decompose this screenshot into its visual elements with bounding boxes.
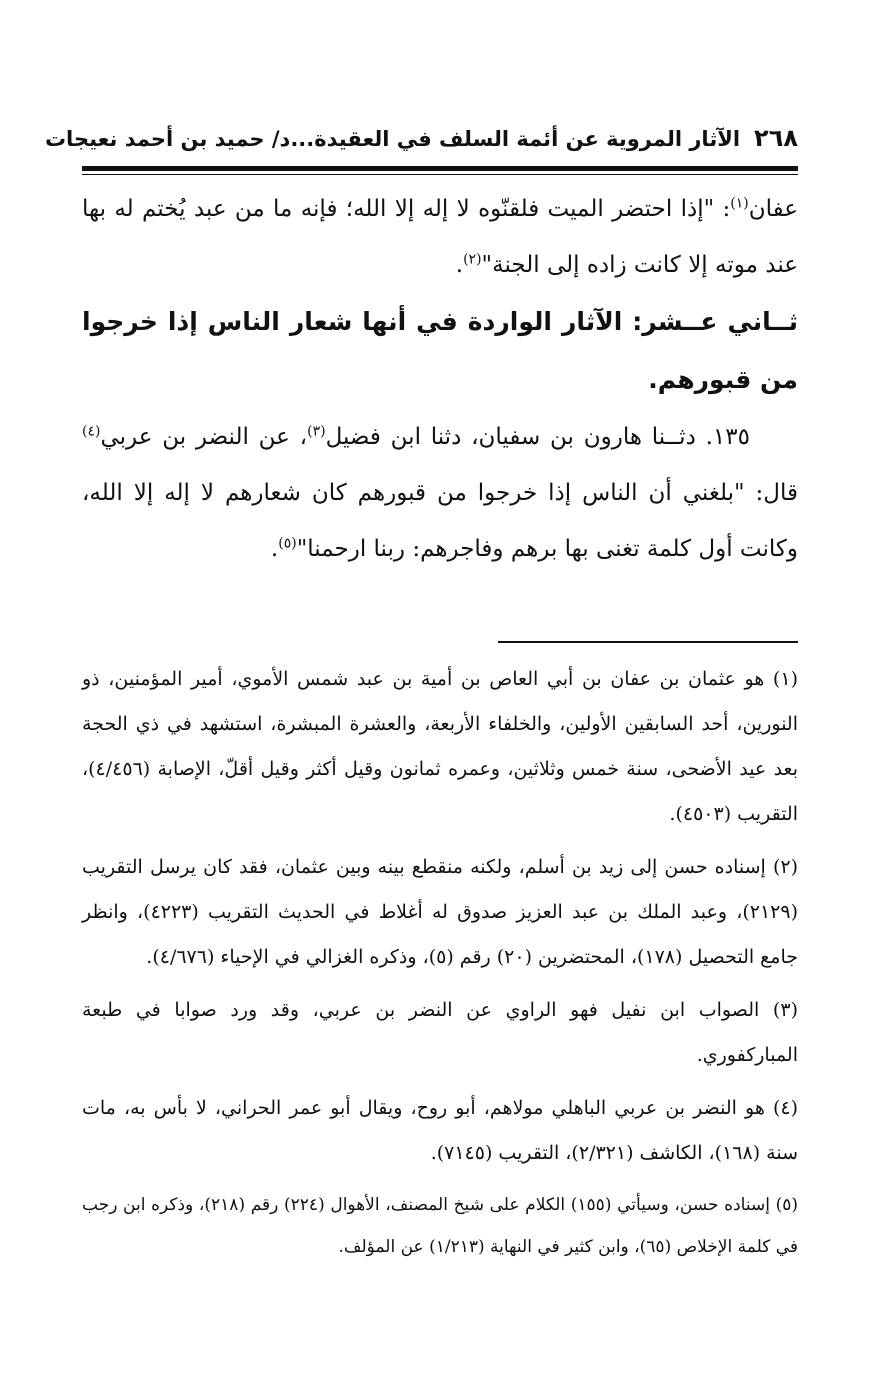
book-page — [44, 118, 798, 1276]
footnote-5: (٥) إسناده حسن، وسيأتي (١٥٥) الكلام على شيخ المصنف، الأهوال (٢٢٤) رقم (٢١٨)، وذكره ابن رجب في كلمة الإخلاص (٦٥)، وابن كثير في النهاية (١/٢١٣) عن المؤلف. — [82, 1195, 798, 1257]
footnote-ref-1[interactable]: (١) — [730, 195, 749, 212]
footnote-ref-3[interactable]: (٣) — [307, 423, 326, 440]
footnote-2: (٢) إسناده حسن إلى زيد بن أسلم، ولكنه منقطع بينه وبين عثمان، فقد كان يرسل التقريب (٢١٢٩)، وعبد الملك بن عبد العزيز صدوق له أغلاط في الحديث التقريب (٤٢٢٣)، وانظر جامع التحصيل (١٧٨)، المحتضرين (٢٠) رقم (٥)، وذكره الغزالي في الإحياء (٤/٦٧٦). — [82, 856, 798, 968]
running-title: الآثار المروية عن أئمة السلف في العقيدة...د/ حميد بن أحمد نعيجات — [44, 127, 741, 151]
section-heading: ثــاني عــشر: الآثار الواردة في أنها شعار الناس إذا خرجوا من قبورهم. — [82, 307, 798, 394]
page-number: ٢٦٨ — [754, 124, 798, 152]
footnote-ref-4[interactable]: (٤) — [82, 423, 101, 440]
paragraph-1: عفان$^{(١)}$: "إذا احتضر الميت فلقنّوه لا إله إلا الله؛ فإنه ما من عبد يُختم له بها عند موته إلا كانت زاده إلى الجنة"$^{(٢)}$. — [82, 195, 798, 278]
footnote-3: (٣) الصواب ابن نفيل فهو الراوي عن النضر بن عربي، وقد ورد صوابا في طبعة المباركفوري. — [82, 999, 798, 1066]
footnote-1: (١) هو عثمان بن عفان بن أبي العاص بن أمية بن عبد شمس الأموي، أمير المؤمنين، ذو النورين، أحد السابقين الأولين، والخلفاء الأربعة، والعشرة المبشرة، استشهد في ذي الحجة بعد عيد الأضحى، سنة خمس وثلاثين، وعمره ثمانون وقيل أكثر وقيل أقلّ، الإصابة (٤/٤٥٦)، التقريب (٤٥٠٣). — [82, 668, 798, 825]
header-rule-thick — [82, 166, 798, 171]
paragraph-135: ١٣٥. دثــنا هارون بن سفيان، دثنا ابن فضيل$^{(٣)}$، عن النضر بن عربي$^{(٤)}$ قال: "بلغني أن الناس إذا خرجوا من قبورهم كان شعارهم لا إله إلا الله، وكانت أول كلمة تغنى بها برهم وفاجرهم: ربنا ارحمنا"$^{(٥)}$. — [82, 423, 798, 562]
header-rule-thin — [82, 174, 798, 175]
footnote-ref-2[interactable]: (٢) — [463, 251, 482, 268]
footnote-ref-5[interactable]: (٥) — [278, 535, 297, 552]
footnote-separator — [498, 641, 798, 643]
running-header — [44, 118, 798, 158]
main-text — [82, 181, 798, 577]
footnote-4: (٤) هو النضر بن عربي الباهلي مولاهم، أبو روح، ويقال أبو عمر الحراني، لا بأس به، مات سنة (١٦٨)، الكاشف (٢/٣٢١)، التقريب (٧١٤٥). — [82, 1097, 798, 1164]
footnotes — [82, 657, 798, 1268]
